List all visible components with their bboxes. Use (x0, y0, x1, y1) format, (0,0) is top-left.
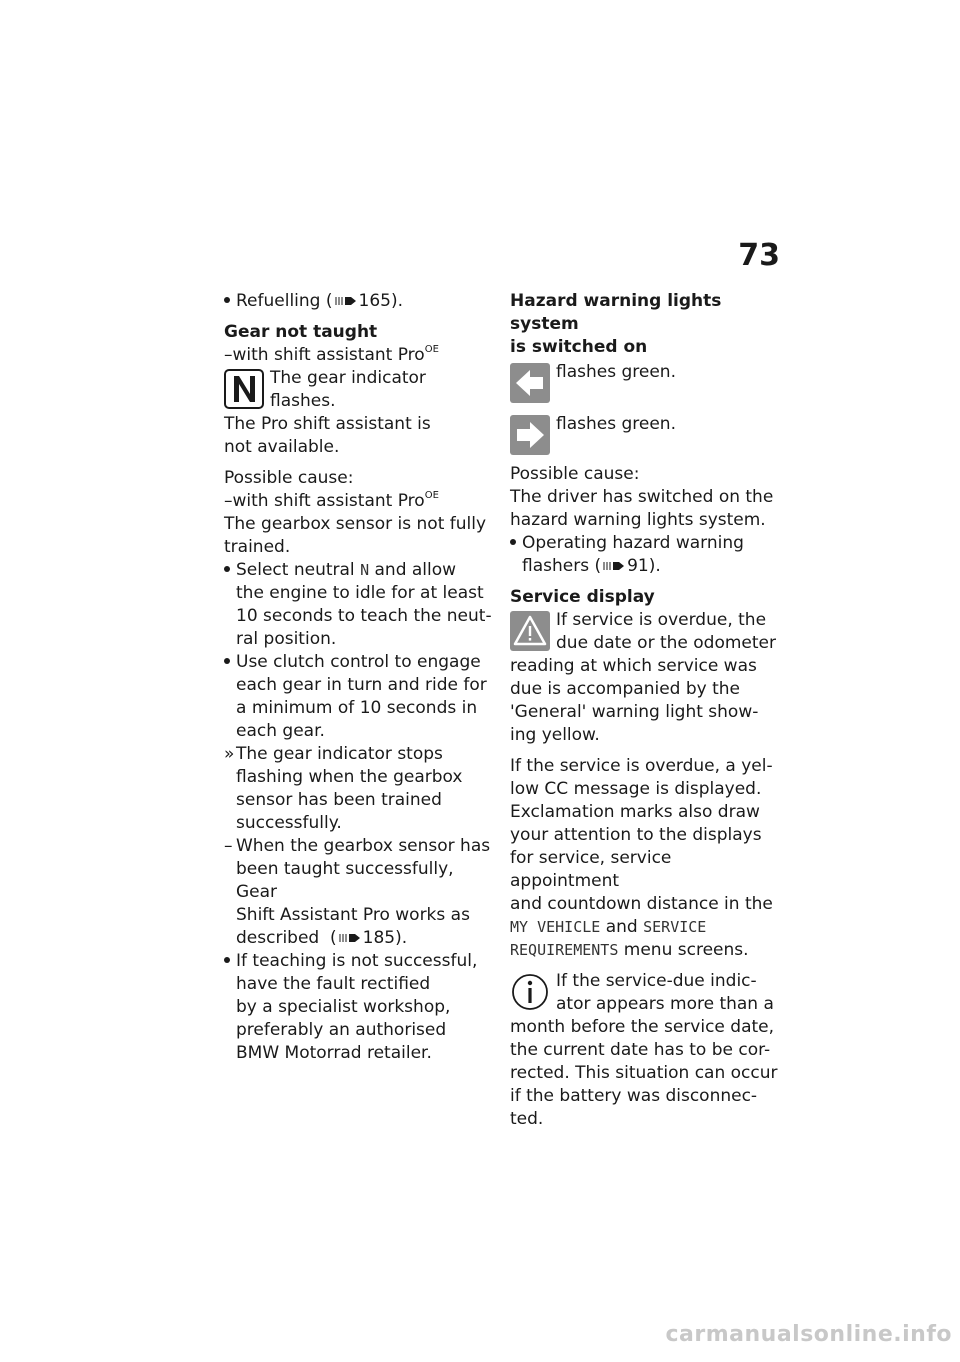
general-warning-triangle-icon (510, 611, 550, 651)
page-number: 73 (738, 238, 780, 273)
page-ref-arrow-icon (335, 295, 357, 307)
dash-item: – When the gearbox sensor has been taught successfully, Gear Shift Assistant Pro works as described ( 185). (224, 836, 491, 948)
variant-line: –with shift assistant Pro$^{OE}$ (224, 490, 439, 511)
bullet (224, 290, 236, 313)
gear-flash-block: The gear indicator flashes. The Pro shift assistant is not available. (224, 368, 431, 457)
bullet (224, 950, 236, 973)
page-ref[interactable]: 185 (362, 928, 396, 948)
list-item: Select neutral N and allow the engine to idle for at least 10 seconds to teach the neut- ral position. (224, 559, 494, 651)
list-item: Use clutch control to engage each gear in turn and ride for a minimum of 10 seconds in each gear. (224, 651, 494, 743)
turn-right-arrow-icon (510, 415, 550, 455)
gear-heading: Gear not taught (224, 322, 378, 342)
left-column: Refuelling ( 165). Gear not taught –with shift assistant Pro$^{OE}$ The gear indicator flashes. The Pro shift assistant is not available. Possible cause: –with shift assistant Pro$^{OE}$ The gearbox sensor is not fully trained. Select neutral N and allow the engine to idle for at least 10 seconds to teach the neut- ral position. Use clutch control to engage each gear in turn and ride for a minimum of 10 seconds in each gear. » The gear indicator stops flashing when the gearbox sensor has been trained successfully. – When the gearbox sensor has been taught successfully, Gear Shift Assistant Pro works as described ( 185). If teaching is not successful, have the fault rectified by a specialist workshop, preferably an authorised BMW Motorrad retailer. (224, 290, 494, 1065)
turn-left-arrow-icon (510, 363, 550, 403)
bullet (224, 559, 236, 582)
hazard-heading: Hazard warning lights system is switched on (510, 291, 722, 357)
info-icon (510, 972, 550, 1012)
list-item: If teaching is not successful, have the fault rectified by a specialist workshop, preferably an authorised BMW Motorrad retailer. (224, 950, 494, 1065)
variant-line: –with shift assistant Pro$^{OE}$ (224, 344, 439, 365)
result-item: » The gear indicator stops flashing when the gearbox sensor has been trained successfully. (224, 744, 463, 833)
watermark: carmanualsonline.info (665, 1322, 952, 1347)
info-block: If the service-due indic- ator appears more than a month before the service date, the current date has to be cor- rected. This situation can occur if the battery was disconnec- ted. (510, 971, 778, 1129)
service-heading: Service display (510, 587, 655, 607)
result-marker: » (224, 744, 235, 764)
service-block: If service is overdue, the due date or the odometer reading at which service was due is accompanied by the 'General' warning light show- ing yellow. (510, 610, 776, 745)
bullet (510, 532, 522, 555)
page-ref[interactable]: 91 (627, 556, 649, 576)
menu-name: REQUIREMENTS (510, 941, 619, 959)
menu-name: SERVICE (643, 918, 707, 936)
list-item: Operating hazard warning flashers ( 91). (510, 532, 782, 578)
page-ref[interactable]: 165 (358, 291, 391, 311)
gear-neutral-n-icon (224, 369, 264, 409)
page-ref-arrow-icon (603, 560, 625, 572)
right-indicator-block: flashes green. (510, 413, 782, 455)
dash-marker: – (224, 836, 233, 856)
overdue-paragraph: If the service is overdue, a yel- low CC message is displayed. Exclamation marks also draw your attention to the displays for service, service appointment and countdown distance in the MY VEHICLE and SERVICE REQUIREMENTS menu screens. (510, 756, 773, 960)
bullet (224, 651, 236, 674)
page-ref-arrow-icon (339, 932, 361, 944)
refuelling-item: Refuelling ( 165). (224, 290, 494, 313)
menu-name: MY VEHICLE (510, 918, 601, 936)
left-indicator-block: flashes green. (510, 361, 782, 403)
right-column: Hazard warning lights system is switched on flashes green. flashes green. Possible cause: The driver has switched on the hazard warning lights system. Operating hazard warning flashers ( 91). Service display If service is overdue, the due date or the odometer reading at which service was due is accompanied by the 'General' warning light show- ing yellow. If the service is overdue, a yel- low CC message is displayed. Exclamation marks also draw your attention to the displays for service, service appointment and countdown distance in the MY VEHICLE and SERVICE REQUIREMENTS menu screens. If the service-due indic- ator appears more than a month before the service date, the current date has to be cor- rected. This situation can occur if the battery was disconnec- ted. (510, 290, 782, 1131)
